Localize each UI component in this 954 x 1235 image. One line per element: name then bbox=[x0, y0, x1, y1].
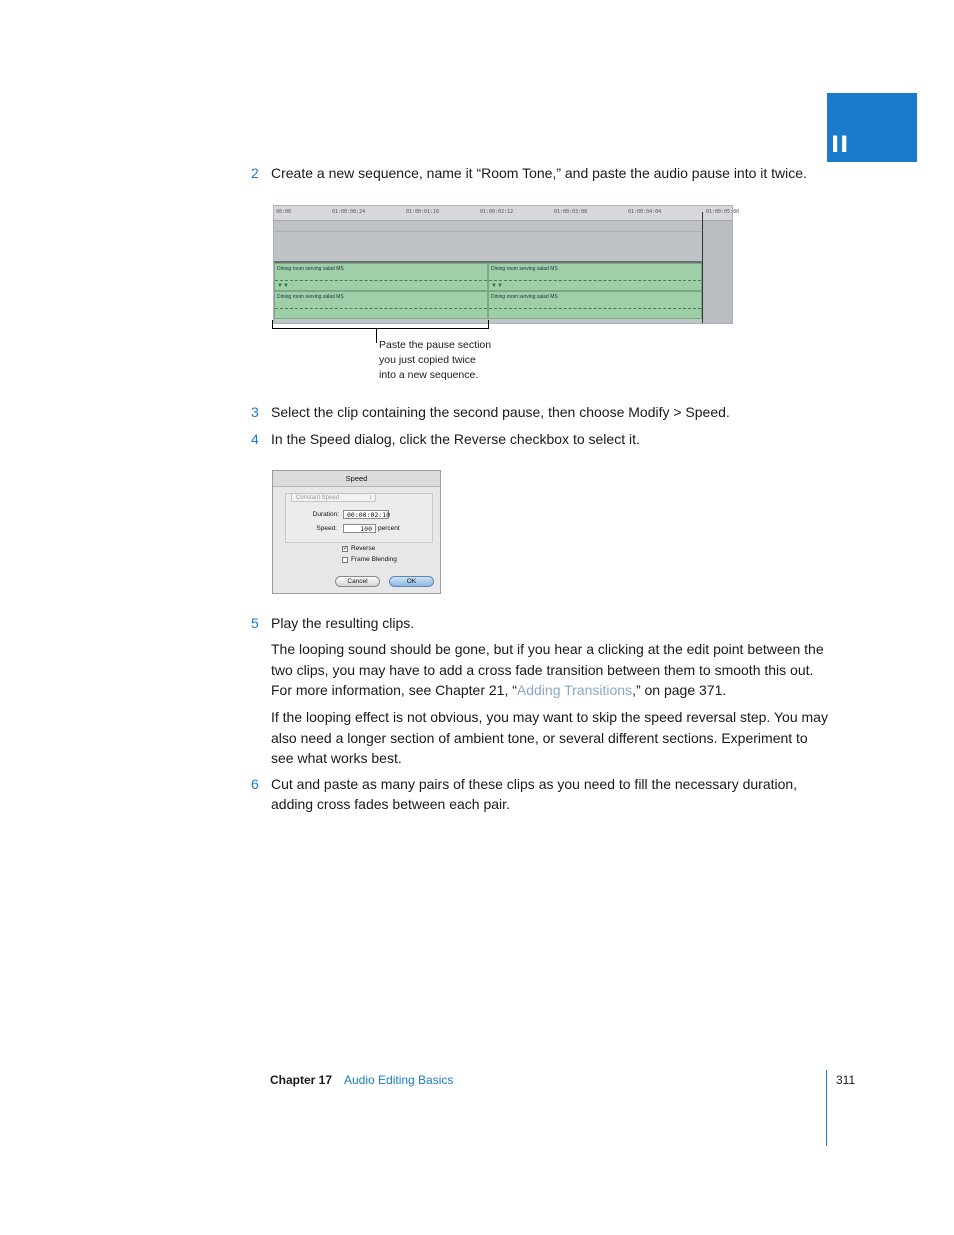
callout-text bbox=[379, 338, 519, 383]
step-text: Create a new sequence, name it “Room Tone,” and paste the audio pause into it twice. bbox=[271, 165, 807, 181]
speed-label: Speed: bbox=[316, 525, 337, 532]
ruler-label: 01:00:03:08 bbox=[554, 209, 588, 215]
ruler-label: 01:00:04:04 bbox=[628, 209, 662, 215]
chevron-updown-icon: ↕ bbox=[369, 495, 372, 501]
audio-clip-a1-first[interactable] bbox=[274, 263, 488, 291]
speed-mode-select[interactable] bbox=[291, 493, 376, 502]
timeline-screenshot bbox=[273, 205, 740, 324]
playhead[interactable] bbox=[702, 212, 703, 323]
footer-divider bbox=[826, 1070, 827, 1146]
audio-clip-a1-second[interactable] bbox=[488, 263, 702, 291]
waveform bbox=[275, 308, 487, 310]
callout-line: into a new sequence. bbox=[379, 369, 479, 381]
dialog-title: Speed bbox=[273, 471, 440, 487]
callout-line: you just copied twice bbox=[379, 354, 476, 366]
audio-clip-a2-second[interactable] bbox=[488, 291, 702, 319]
step-number: 3 bbox=[251, 404, 259, 420]
duration-field[interactable]: 00:00:02:10 bbox=[343, 510, 389, 519]
ruler-label: 01:00:05:00 bbox=[706, 209, 740, 215]
video-track-area bbox=[274, 221, 732, 263]
cancel-button[interactable]: Cancel bbox=[335, 576, 380, 587]
track-divider bbox=[274, 231, 732, 232]
ok-button[interactable]: OK bbox=[389, 576, 434, 587]
timeline-ruler bbox=[274, 206, 740, 221]
clip-name: Dining room serving salad MS bbox=[277, 294, 344, 300]
body-paragraph: If the looping effect is not obvious, you may want to skip the speed reversal step. You may also need a longer section of ambient tone, or several different sections. Experiment to see what works best. bbox=[271, 709, 828, 766]
audio-track-area bbox=[274, 263, 732, 323]
waveform bbox=[489, 280, 701, 282]
section-tab bbox=[827, 93, 917, 162]
callout-line: Paste the pause section bbox=[379, 339, 492, 351]
step-text: Play the resulting clips. bbox=[271, 615, 415, 631]
cross-reference-link[interactable]: Adding Transitions bbox=[516, 682, 633, 698]
waveform bbox=[275, 280, 487, 282]
step-text: In the Speed dialog, click the Reverse checkbox to select it. bbox=[271, 431, 640, 447]
speed-dialog bbox=[272, 470, 441, 594]
step-number: 2 bbox=[251, 165, 259, 181]
link-marker-icon: ▼▼ bbox=[491, 283, 503, 289]
audio-clip-a2-first[interactable] bbox=[274, 291, 488, 319]
body-paragraph bbox=[271, 639, 831, 701]
ruler-label: 00:00 bbox=[276, 209, 292, 215]
waveform bbox=[489, 308, 701, 310]
step-number: 4 bbox=[251, 431, 259, 447]
step-text: Cut and paste as many pairs of these clips as you need to fill the necessary duration, adding cross fades between each pair. bbox=[271, 776, 798, 812]
step-number: 6 bbox=[251, 776, 259, 792]
para-text: ,” on page 371. bbox=[632, 682, 727, 698]
ruler-label: 01:00:01:16 bbox=[406, 209, 440, 215]
timeline-empty-area bbox=[703, 221, 732, 323]
reverse-label: Reverse bbox=[351, 545, 376, 552]
clip-name: Dining room serving salad MS bbox=[277, 266, 344, 272]
page-number: 311 bbox=[836, 1073, 856, 1087]
section-tab-label: II bbox=[831, 133, 850, 158]
callout-stem bbox=[376, 329, 377, 343]
footer-chapter-title[interactable]: Audio Editing Basics bbox=[344, 1073, 454, 1087]
speed-mode-value: Constant Speed bbox=[296, 495, 340, 501]
frame-blending-label: Frame Blending bbox=[351, 556, 397, 563]
speed-unit: percent bbox=[378, 525, 400, 532]
ruler-label: 01:00:02:12 bbox=[480, 209, 514, 215]
footer-chapter: Chapter 17 bbox=[270, 1073, 333, 1087]
clip-name: Dining room serving salad MS bbox=[491, 294, 558, 300]
para-text: The looping sound should be gone, but if you hear a clicking at the edit point between the two clips, you may have to add a cross fade transition between them to smooth this out. For more information, see Chapter 21, “ bbox=[271, 641, 824, 698]
step-number: 5 bbox=[251, 615, 259, 631]
duration-label: Duration: bbox=[312, 511, 339, 518]
link-marker-icon: ▼▼ bbox=[277, 283, 289, 289]
step-text: Select the clip containing the second pause, then choose Modify > Speed. bbox=[271, 404, 730, 420]
speed-field[interactable]: 100 bbox=[343, 524, 376, 533]
callout-bracket bbox=[272, 320, 489, 329]
clip-name: Dining room serving salad MS bbox=[491, 266, 558, 272]
frame-blending-checkbox[interactable] bbox=[342, 557, 348, 563]
reverse-checkbox[interactable]: ✓ bbox=[343, 546, 349, 552]
ruler-label: 01:00:00:24 bbox=[332, 209, 366, 215]
